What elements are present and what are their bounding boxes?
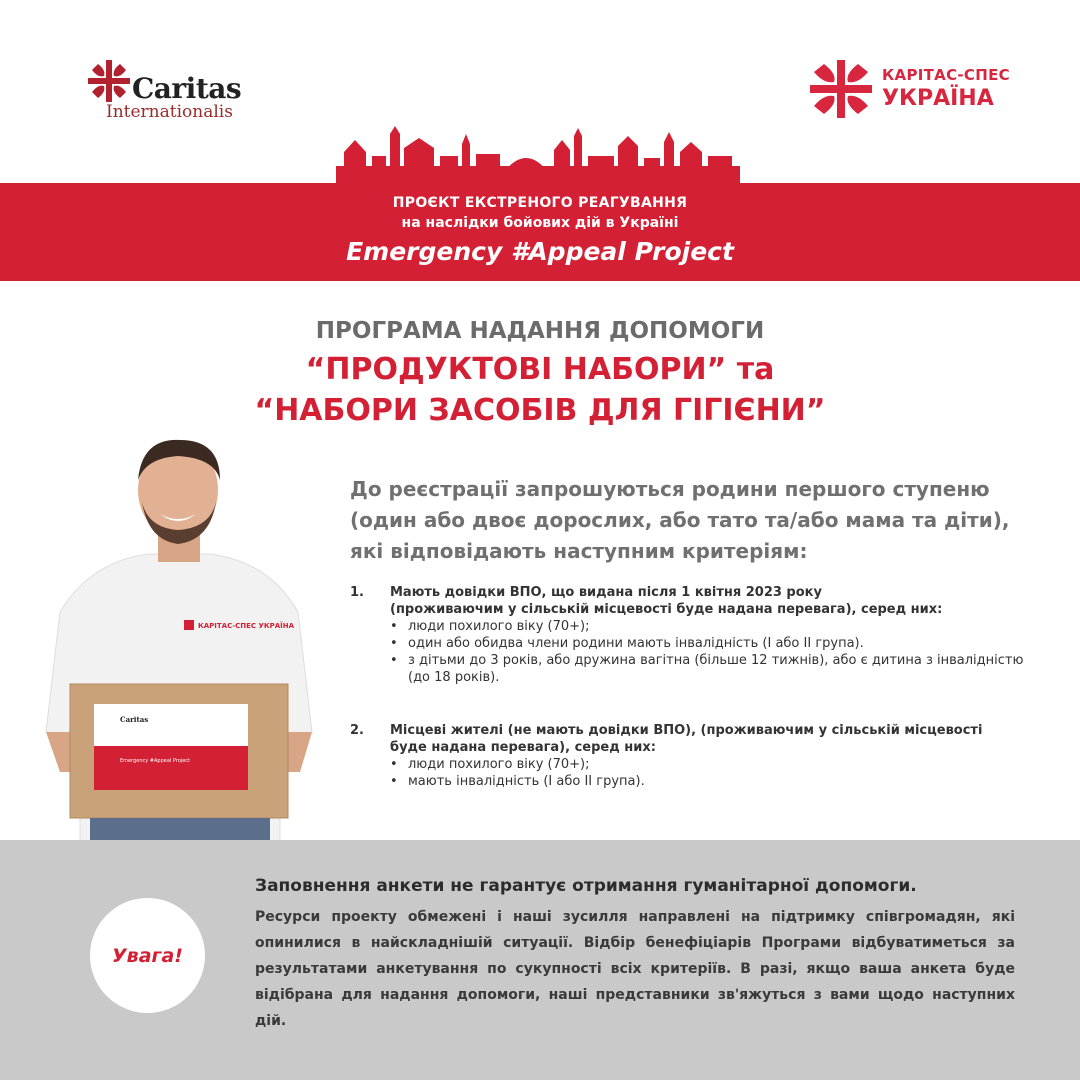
caritas-spes-cross-icon	[810, 60, 872, 118]
registration-intro	[350, 474, 1050, 567]
program-title-line1	[0, 352, 1080, 387]
notice-body: Ресурси проекту обмежені і наші зусилля направлені на підтримку співгромадян, які опинилися в найскладнішій ситуації. Відбір бенефіціарів Програми відбуватиметься за результатами анкетування по сукупності всіх критеріїв. В разі, якщо ваша анкета буде відібрана для надання допомоги, наші представники зв'яжуться з вами щодо наступних дій.	[255, 909, 1015, 1029]
caritas-spes-logo-line1: КАРІТАС-СПЕС	[882, 66, 1010, 84]
notice-title: Заповнення анкети не гарантує отримання гуманітарної допомоги.	[255, 876, 917, 896]
program-title-line2: “НАБОРИ ЗАСОБІВ ДЛЯ ГІГІЄНИ”	[254, 393, 826, 428]
criterion-lead-line2: (проживаючим у сільській місцевості буде надана перевага), серед них:	[390, 602, 943, 617]
intro-line1: До реєстрації запрошуються родини першого ступеню	[350, 477, 990, 501]
list-item: • люди похилого віку (70+);	[390, 618, 1050, 635]
box-project-text: Emergency #Appeal Project	[120, 758, 190, 764]
shirt-logo-text: КАРІТАС-СПЕС УКРАЇНА	[198, 622, 295, 630]
criterion-number: 1.	[350, 585, 364, 600]
banner-title: Emergency #Appeal Project	[346, 237, 734, 266]
criterion-2	[350, 722, 1050, 790]
intro-line2: (один або двоє дорослих, або тато та/або мама та діти),	[350, 508, 1010, 532]
caritas-spes-ukraine-logo	[810, 60, 1010, 120]
banner-line1: ПРОЄКТ ЕКСТРЕНОГО РЕАГУВАННЯ	[392, 195, 688, 211]
list-item: • люди похилого віку (70+);	[390, 756, 1050, 773]
attention-badge	[90, 898, 205, 1013]
caritas-spes-logo-line2: УКРАЇНА	[882, 86, 994, 111]
caritas-logo-text: Caritas	[132, 72, 242, 105]
project-banner	[0, 183, 1080, 281]
city-skyline-illustration	[336, 126, 740, 184]
program-title-food-kits: “ПРОДУКТОВІ НАБОРИ”	[305, 352, 727, 387]
criterion-bullets	[390, 618, 1050, 686]
attention-badge-text: Увага!	[112, 944, 183, 967]
caritas-internationalis-logo	[88, 58, 248, 124]
criterion-lead-line1: Мають довідки ВПО, що видана після 1 квітня 2023 року	[390, 585, 822, 600]
box-logo-text: Caritas	[120, 715, 149, 724]
criterion-bullets	[390, 756, 1050, 790]
criterion-lead-line1: Місцеві жителі (не мають довідки ВПО), (проживаючим у сільській місцевості	[390, 723, 983, 738]
banner-line2: на наслідки бойових дій в Україні	[401, 215, 679, 231]
criterion-number: 2.	[350, 723, 364, 738]
criterion-1	[350, 584, 1050, 686]
volunteer-with-box-illustration	[30, 432, 330, 842]
notice-panel	[0, 840, 1080, 1080]
intro-line3: які відповідають наступним критеріям:	[350, 539, 808, 563]
caritas-cross-icon	[88, 60, 130, 102]
program-title-and: та	[726, 352, 775, 387]
list-item: • один або обидва члени родини мають інвалідність (І або ІІ група).	[390, 635, 1050, 652]
list-item: • мають інвалідність (І або ІІ група).	[390, 773, 1050, 790]
list-item: • з дітьми до 3 років, або дружина вагітна (більше 12 тижнів), або є дитина з інвалідністю (до 18 років).	[390, 652, 1030, 686]
program-heading: ПРОГРАМА НАДАННЯ ДОПОМОГИ	[315, 318, 765, 344]
criterion-lead-line2: буде надана перевага), серед них:	[390, 740, 656, 755]
caritas-logo-subtext: Internationalis	[106, 102, 233, 122]
